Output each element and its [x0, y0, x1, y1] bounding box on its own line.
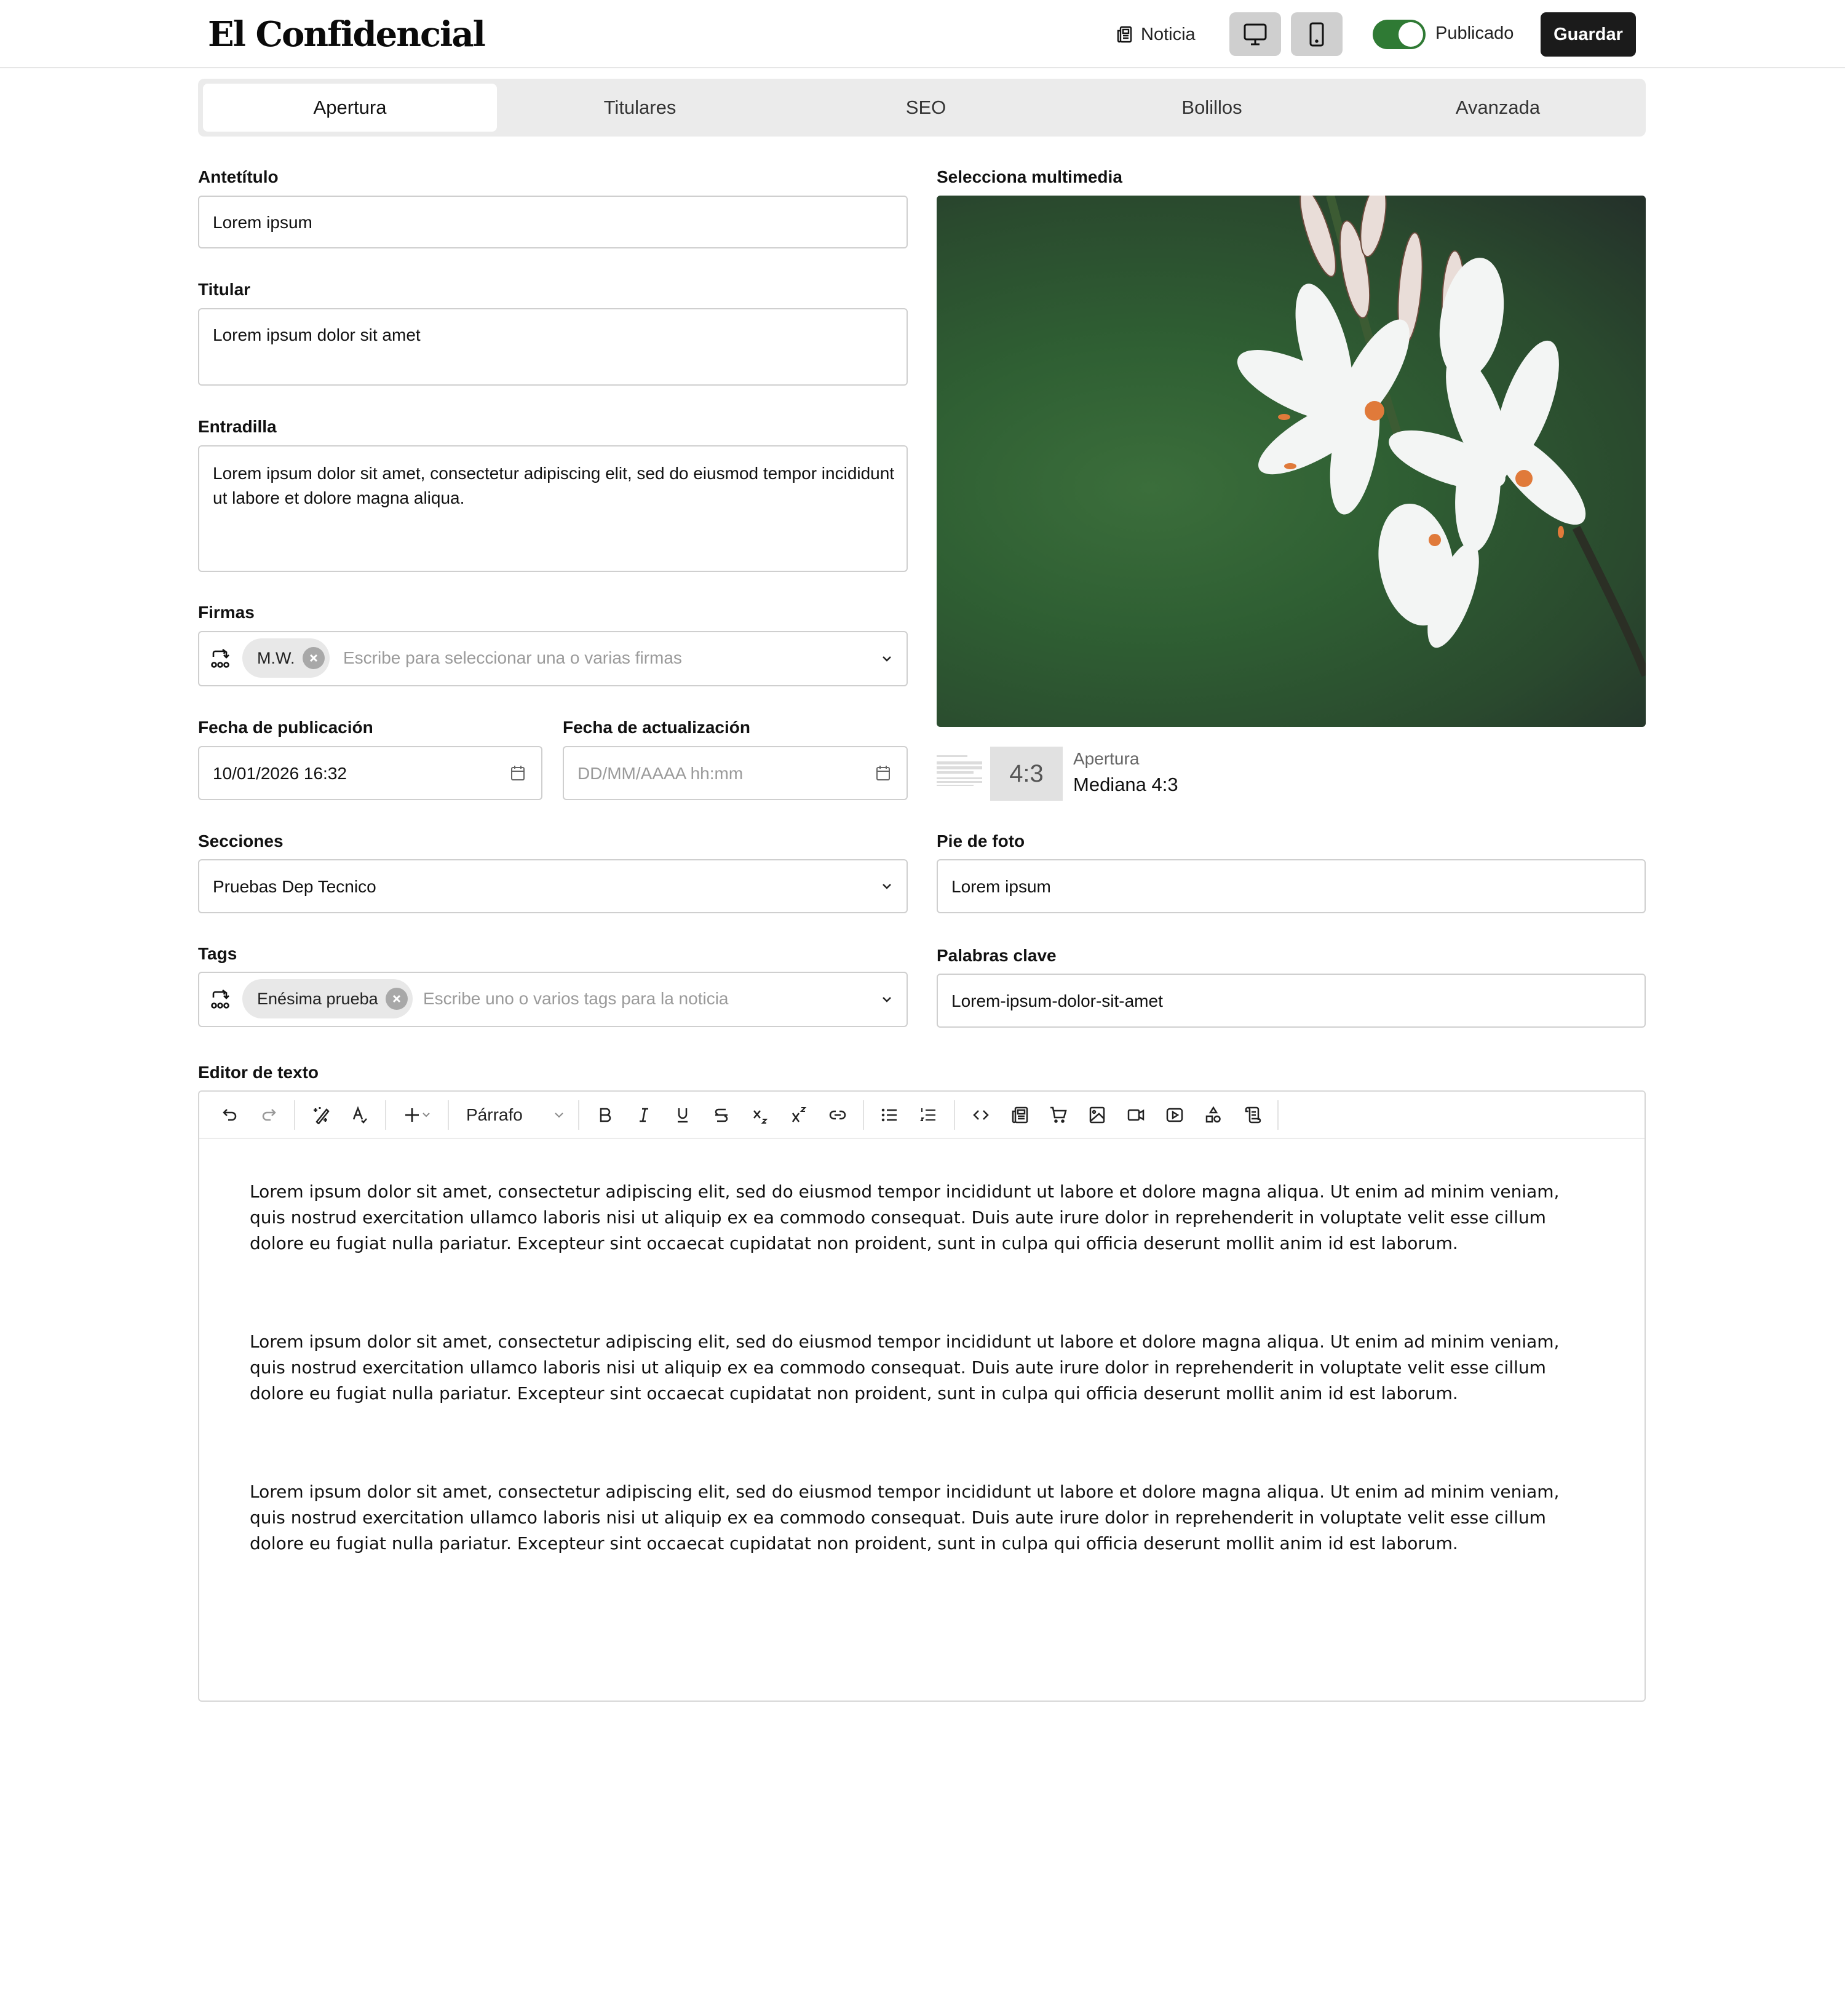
bold-button[interactable] — [585, 1097, 624, 1133]
toolbar-divider — [863, 1100, 864, 1130]
insert-menu-button[interactable] — [392, 1097, 442, 1133]
strikethrough-button[interactable] — [702, 1097, 740, 1133]
subscript-button[interactable] — [740, 1097, 779, 1133]
pie-de-foto-value: Lorem ipsum — [951, 877, 1051, 896]
multiselect-icon — [210, 648, 231, 669]
video-icon — [1127, 1106, 1145, 1124]
tab-bolillos[interactable]: Bolillos — [1181, 97, 1242, 118]
publish-status-label: Publicado — [1435, 23, 1514, 43]
entradilla-value — [213, 461, 894, 510]
media-format-selector[interactable] — [937, 747, 1306, 801]
entradilla-line-2: ut labore et dolore magna aliqua. — [213, 488, 465, 507]
palabras-clave-input[interactable] — [937, 974, 1646, 1028]
insert-video-button[interactable] — [1116, 1097, 1155, 1133]
redo-button[interactable] — [249, 1097, 288, 1133]
tag-chip-label: Enésima prueba — [257, 989, 378, 1008]
paragraph-style-select[interactable] — [455, 1105, 572, 1125]
insert-product-button[interactable] — [1039, 1097, 1077, 1133]
firmas-label: Firmas — [198, 603, 255, 622]
chevron-down-icon — [881, 882, 893, 891]
editor-label: Editor de texto — [198, 1063, 319, 1082]
superscript-icon — [790, 1106, 808, 1124]
top-bar — [0, 0, 1845, 68]
article-icon — [1010, 1106, 1029, 1124]
desktop-preview-button[interactable] — [1229, 12, 1281, 56]
tab-seo[interactable]: SEO — [905, 97, 946, 118]
insert-article-button[interactable] — [1000, 1097, 1039, 1133]
subscript-icon — [751, 1106, 769, 1124]
titular-label: Titular — [198, 280, 251, 299]
code-button[interactable] — [961, 1097, 1000, 1133]
insert-document-button[interactable] — [1232, 1097, 1271, 1133]
cart-icon — [1049, 1106, 1068, 1124]
mobile-preview-button[interactable] — [1291, 12, 1343, 56]
antetitulo-input[interactable] — [198, 196, 908, 248]
firma-chip — [242, 638, 330, 678]
antetitulo-label: Antetítulo — [198, 167, 279, 186]
spellcheck-icon — [351, 1106, 369, 1124]
tab-titulares[interactable]: Titulares — [603, 97, 676, 118]
desktop-icon — [1243, 23, 1268, 46]
chevron-down-icon — [554, 1111, 565, 1119]
paragraph-style-value: Párrafo — [466, 1105, 523, 1124]
fecha-publicacion-label: Fecha de publicación — [198, 718, 373, 737]
pie-de-foto-label: Pie de foto — [937, 831, 1025, 851]
editor-paragraph: Lorem ipsum dolor sit amet, consectetur adipiscing elit, sed do eiusmod tempor incididunt ut labore et dolore magna aliqua. Ut enim ad minim veniam, quis nostrud exercitation ullamco laboris nisi ut aliquip ex ea commodo consequat. Duis aute irure dolor in reprehenderit in voluptate velit esse cillum dolore eu fugiat nulla pariatur. Excepteur sint occaecat cupidatat non proident, sunt in culpa qui officia deserunt mollit anim id est laborum. — [250, 1331, 1560, 1403]
tab-avanzada[interactable]: Avanzada — [1455, 97, 1541, 118]
link-button[interactable] — [818, 1097, 857, 1133]
strikethrough-icon — [712, 1106, 731, 1124]
text-layout-icon — [937, 755, 983, 786]
undo-button[interactable] — [210, 1097, 249, 1133]
tags-placeholder: Escribe uno o varios tags para la noticia — [423, 989, 729, 1008]
italic-icon — [635, 1106, 653, 1124]
chevron-down-icon — [421, 1111, 431, 1119]
magic-wand-icon — [312, 1106, 330, 1124]
shapes-icon — [1204, 1106, 1223, 1124]
youtube-icon — [1165, 1106, 1184, 1124]
ai-assist-button[interactable] — [301, 1097, 340, 1133]
firmas-placeholder: Escribe para seleccionar una o varias firmas — [343, 648, 682, 667]
firma-chip-label: M.W. — [257, 648, 295, 667]
fecha-publicacion-input[interactable] — [198, 746, 542, 800]
publish-toggle[interactable] — [1373, 20, 1426, 49]
aspect-ratio-thumbnail: 4:3 — [990, 747, 1063, 801]
toolbar-divider — [578, 1100, 579, 1130]
bullet-list-icon — [881, 1106, 899, 1124]
fecha-actualizacion-input[interactable] — [563, 746, 908, 800]
superscript-button[interactable] — [779, 1097, 818, 1133]
secciones-select[interactable] — [198, 859, 908, 913]
palabras-clave-value: Lorem-ipsum-dolor-sit-amet — [951, 991, 1163, 1010]
editor-content[interactable] — [250, 1179, 1595, 1629]
numbered-list-icon — [919, 1106, 938, 1124]
toolbar-divider — [294, 1100, 295, 1130]
bullet-list-button[interactable] — [870, 1097, 909, 1133]
tag-chip — [242, 979, 413, 1018]
secciones-label: Secciones — [198, 831, 284, 851]
toolbar-divider — [1277, 1100, 1279, 1130]
link-icon — [828, 1106, 847, 1124]
save-button[interactable]: Guardar — [1541, 12, 1636, 57]
format-kind: Apertura — [1073, 749, 1140, 768]
toolbar-divider — [954, 1100, 955, 1130]
numbered-list-button[interactable] — [909, 1097, 948, 1133]
mobile-icon — [1309, 22, 1325, 47]
toolbar-divider — [385, 1100, 386, 1130]
scroll-icon — [1243, 1106, 1261, 1124]
fecha-actualizacion-placeholder: DD/MM/AAAA hh:mm — [577, 764, 744, 783]
insert-embed-button[interactable] — [1194, 1097, 1232, 1133]
insert-youtube-button[interactable] — [1155, 1097, 1194, 1133]
editor-toolbar — [199, 1092, 1645, 1139]
content-type-indicator — [1116, 21, 1196, 48]
remove-chip-icon[interactable] — [303, 647, 325, 669]
flower-photo — [937, 196, 1646, 727]
tags-multiselect[interactable] — [198, 972, 908, 1027]
entradilla-line-1: Lorem ipsum dolor sit amet, consectetur adipiscing elit, sed do eiusmod tempor incididunt — [213, 464, 895, 483]
toggle-knob — [1399, 22, 1423, 47]
plus-icon — [403, 1106, 421, 1124]
rich-text-editor — [198, 1090, 1646, 1702]
newspaper-icon — [1116, 26, 1132, 43]
redo-icon — [260, 1106, 278, 1124]
insert-image-button[interactable] — [1077, 1097, 1116, 1133]
fecha-publicacion-value: 10/01/2026 16:32 — [213, 764, 347, 783]
image-icon — [1088, 1106, 1106, 1124]
content-type-label: Noticia — [1141, 24, 1196, 44]
spellcheck-button[interactable] — [340, 1097, 379, 1133]
tags-label: Tags — [198, 944, 237, 963]
entradilla-textarea[interactable] — [198, 445, 908, 572]
chevron-down-icon[interactable] — [881, 654, 893, 663]
calendar-icon[interactable] — [876, 765, 891, 781]
chevron-down-icon[interactable] — [881, 995, 893, 1004]
underline-icon — [673, 1106, 692, 1124]
toolbar-divider — [448, 1100, 449, 1130]
titular-value: Lorem ipsum dolor sit amet — [213, 325, 421, 344]
multimedia-label: Selecciona multimedia — [937, 167, 1122, 186]
underline-button[interactable] — [663, 1097, 702, 1133]
editor-paragraph: Lorem ipsum dolor sit amet, consectetur adipiscing elit, sed do eiusmod tempor incididunt ut labore et dolore magna aliqua. Ut enim ad minim veniam, quis nostrud exercitation ullamco laboris nisi ut aliquip ex ea commodo consequat. Duis aute irure dolor in reprehenderit in voluptate velit esse cillum dolore eu fugiat nulla pariatur. Excepteur sint occaecat cupidatat non proident, sunt in culpa qui officia deserunt mollit anim id est laborum. — [250, 1482, 1560, 1554]
format-name: Mediana 4:3 — [1073, 774, 1178, 795]
code-icon — [972, 1106, 990, 1124]
pie-de-foto-input[interactable] — [937, 859, 1646, 913]
antetitulo-value: Lorem ipsum — [213, 213, 312, 232]
fecha-actualizacion-label: Fecha de actualización — [563, 718, 750, 737]
multiselect-icon — [210, 989, 231, 1010]
section-tabs — [198, 79, 1646, 137]
firmas-multiselect[interactable] — [198, 631, 908, 686]
undo-icon — [221, 1106, 239, 1124]
entradilla-label: Entradilla — [198, 417, 277, 436]
secciones-value: Pruebas Dep Tecnico — [213, 877, 376, 896]
remove-chip-icon[interactable] — [386, 988, 408, 1010]
bold-icon — [596, 1106, 614, 1124]
titular-textarea[interactable] — [198, 308, 908, 386]
tab-apertura[interactable]: Apertura — [203, 84, 497, 132]
multimedia-image[interactable] — [937, 196, 1646, 727]
palabras-clave-label: Palabras clave — [937, 946, 1057, 965]
editor-paragraph: Lorem ipsum dolor sit amet, consectetur adipiscing elit, sed do eiusmod tempor incididunt ut labore et dolore magna aliqua. Ut enim ad minim veniam, quis nostrud exercitation ullamco laboris nisi ut aliquip ex ea commodo consequat. Duis aute irure dolor in reprehenderit in voluptate velit esse cillum dolore eu fugiat nulla pariatur. Excepteur sint occaecat cupidatat non proident, sunt in culpa qui officia deserunt mollit anim id est laborum. — [250, 1181, 1560, 1253]
calendar-icon[interactable] — [510, 765, 525, 781]
italic-button[interactable] — [624, 1097, 663, 1133]
site-logo[interactable]: El Confidencial — [208, 14, 485, 55]
